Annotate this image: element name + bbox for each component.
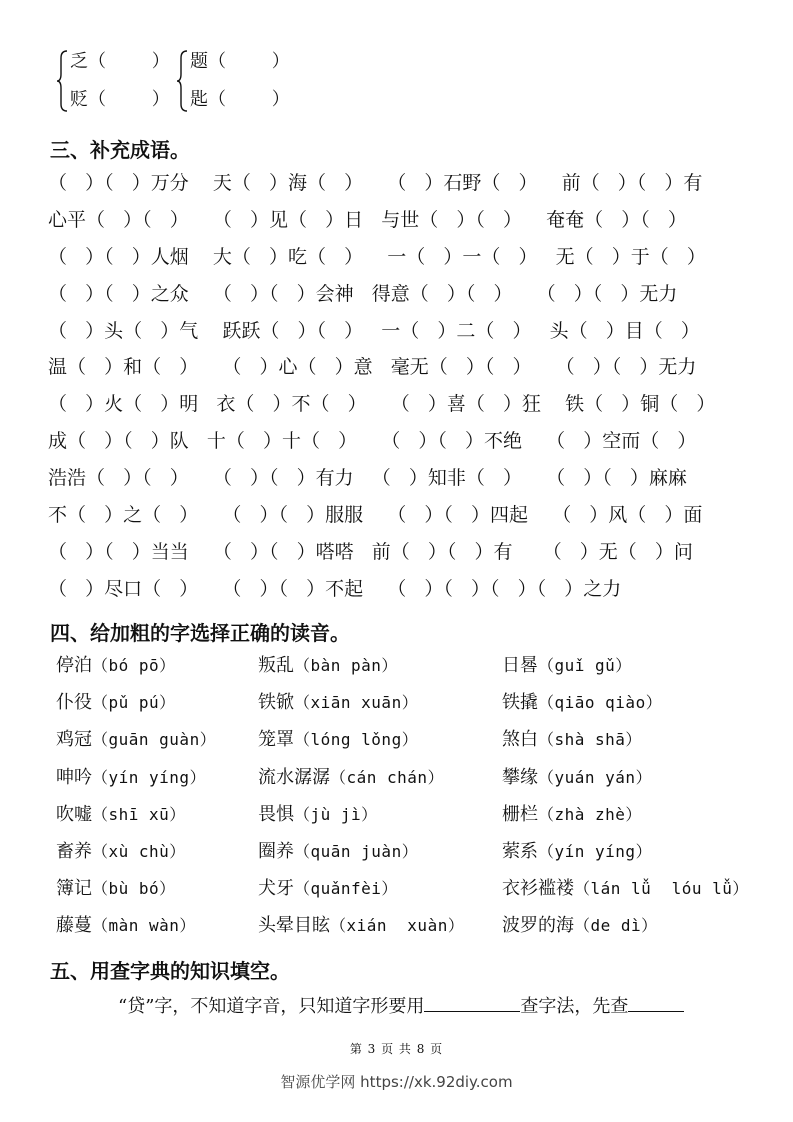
- pinyin-options: （xù chù）: [92, 841, 186, 861]
- bracket-group-2: [176, 48, 306, 114]
- pinyin-options: （de dì）: [574, 916, 658, 936]
- pronunciation-item: [502, 727, 642, 753]
- page-number: 第 3 页 共 8 页: [349, 1042, 444, 1056]
- pinyin-options: （pǔ pú）: [92, 693, 176, 713]
- word: 畏惧: [258, 803, 294, 825]
- pronunciation-item: [502, 653, 632, 679]
- pinyin-options: （bàn pàn）: [294, 656, 398, 675]
- bracket-row: 乏（ ）: [70, 51, 170, 72]
- word: 畜养: [56, 840, 92, 862]
- word: 仆役: [56, 692, 92, 714]
- brace-icon: [56, 50, 68, 112]
- pinyin-options: （guān guàn）: [92, 730, 217, 750]
- word: 犬牙: [258, 878, 294, 900]
- pinyin-options: （yín yíng）: [538, 841, 653, 861]
- word: 叛乱: [258, 655, 294, 676]
- answer-blank[interactable]: [628, 993, 684, 1012]
- pronunciation-row: [56, 653, 776, 690]
- word: 吹嘘: [56, 803, 92, 825]
- pronunciation-item: [56, 653, 176, 679]
- pronunciation-item: [258, 839, 418, 865]
- word: 笼罩: [258, 729, 294, 751]
- idiom-line: 成（ ）（ ）队 十（ ）十（ ） （ ）（ ）不绝 （ ）空而（ ）: [48, 430, 697, 453]
- idiom-line: （ ）（ ）万分 天（ ）海（ ） （ ）石野（ ） 前（ ）（ ）有: [48, 172, 703, 194]
- pronunciation-item: [56, 876, 176, 902]
- pinyin-options: （xiān xuān）: [294, 693, 419, 713]
- pinyin-options: （guǐ gǔ）: [538, 656, 632, 675]
- pinyin-options: （jù jì）: [294, 804, 378, 824]
- pronunciation-item: [56, 765, 206, 791]
- pronunciation-item: [56, 727, 216, 753]
- word: 呻吟: [56, 766, 92, 788]
- pinyin-options: （màn wàn）: [92, 916, 196, 936]
- question-text: 查字法，先查: [520, 996, 629, 1017]
- idiom-line: （ ）尽口（ ） （ ）（ ）不起 （ ）（ ）（ ）（ ）之力: [48, 577, 622, 600]
- pronunciation-item: [258, 653, 398, 679]
- pronunciation-item: [502, 802, 642, 828]
- pinyin-options: （yín yíng）: [92, 767, 207, 787]
- word: 头晕目眩: [258, 915, 330, 937]
- pronunciation-item: [258, 876, 398, 902]
- idiom-line: （ ）（ ）之众 （ ）（ ）会神 得意（ ）（ ） （ ）（ ）无力: [48, 282, 678, 305]
- word: 波罗的海: [502, 915, 574, 937]
- pronunciation-item: [56, 913, 196, 939]
- pronunciation-item: [258, 690, 418, 716]
- pronunciation-row: [56, 690, 776, 727]
- pinyin-options: （bó pō）: [92, 656, 176, 675]
- pronunciation-row: [56, 765, 776, 802]
- pronunciation-row: [56, 839, 776, 876]
- word: 煞白: [502, 729, 538, 751]
- bracket-row: 贬（ ）: [70, 89, 170, 110]
- section-title-pronunciation: 四、给加粗的字选择正确的读音。: [50, 621, 350, 645]
- word: 攀缘: [502, 766, 538, 788]
- pronunciation-item: [56, 690, 176, 716]
- word: 鸡冠: [56, 729, 92, 751]
- idiom-line: 心平（ ）（ ） （ ）见（ ）日 与世（ ）（ ） 奄奄（ ）（ ）: [48, 208, 687, 231]
- section-title-idioms: 三、补充成语。: [50, 138, 190, 162]
- pronunciation-item: [502, 839, 652, 865]
- answer-blank[interactable]: [424, 993, 520, 1012]
- idiom-line: （ ）火（ ）明 衣（ ）不（ ） （ ）喜（ ）狂 铁（ ）铜（ ）: [48, 393, 716, 416]
- word: 铁撬: [502, 692, 538, 714]
- word: 日晷: [502, 655, 538, 676]
- pinyin-options: （cán chán）: [330, 767, 445, 787]
- bracket-row: 匙（ ）: [190, 89, 290, 110]
- word: 栅栏: [502, 803, 538, 825]
- word: 流水潺潺: [258, 766, 330, 788]
- watermark: 智源优学网 https://xk.92diy.com: [280, 1073, 513, 1091]
- pronunciation-grid: [56, 653, 776, 951]
- pinyin-options: （lán lǚ lóu lǚ）: [574, 879, 749, 899]
- pronunciation-item: [502, 690, 662, 716]
- idiom-line: （ ）（ ）人烟 大（ ）吃（ ） 一（ ）一（ ） 无（ ）于（ ）: [48, 245, 706, 268]
- question-text: “贷”字，不知道字音，只知道字形要用: [118, 996, 425, 1017]
- word: 衣衫褴褛: [502, 878, 574, 900]
- bracket-row: 题（ ）: [190, 51, 290, 72]
- dictionary-question: [118, 993, 684, 1020]
- pronunciation-item: [258, 802, 378, 828]
- pronunciation-row: [56, 802, 776, 839]
- pronunciation-item: [502, 913, 658, 939]
- section-title-dictionary: 五、用查字典的知识填空。: [50, 959, 290, 983]
- pinyin-options: （bù bó）: [92, 879, 176, 899]
- idiom-line: （ ）（ ）当当 （ ）（ ）嗒嗒 前（ ）（ ）有 （ ）无（ ）问: [48, 540, 693, 563]
- idiom-line: 浩浩（ ）（ ） （ ）（ ）有力 （ ）知非（ ） （ ）（ ）麻麻: [48, 467, 687, 490]
- idiom-line: 不（ ）之（ ） （ ）（ ）服服 （ ）（ ）四起 （ ）风（ ）面: [48, 504, 703, 527]
- pinyin-options: （shī xū）: [92, 804, 186, 824]
- word: 铁锨: [258, 692, 294, 714]
- pinyin-options: （qiāo qiào）: [538, 693, 663, 713]
- word: 萦系: [502, 840, 538, 862]
- pronunciation-item: [56, 802, 186, 828]
- pronunciation-item: [258, 727, 418, 753]
- pinyin-options: （lóng lǒng）: [294, 730, 419, 750]
- brace-icon: [176, 50, 188, 112]
- idiom-line: 温（ ）和（ ） （ ）心（ ）意 毫无（ ）（ ） （ ）（ ）无力: [48, 356, 697, 379]
- pronunciation-item: [502, 765, 652, 791]
- pinyin-options: （zhà zhè）: [538, 804, 642, 824]
- pronunciation-item: [502, 876, 749, 902]
- pronunciation-item: [56, 839, 186, 865]
- pinyin-options: （yuán yán）: [538, 767, 653, 787]
- pronunciation-row: [56, 727, 776, 764]
- pronunciation-item: [258, 765, 444, 791]
- pinyin-options: （quān juàn）: [294, 841, 419, 861]
- word: 停泊: [56, 655, 92, 676]
- idiom-line: （ ）头（ ）气 跃跃（ ）（ ） 一（ ）二（ ） 头（ ）目（ ）: [48, 319, 700, 342]
- word: 簿记: [56, 878, 92, 900]
- pronunciation-item: [258, 913, 464, 939]
- word: 藤蔓: [56, 915, 92, 937]
- bracket-group-1: [56, 48, 176, 114]
- pronunciation-row: [56, 913, 776, 950]
- pinyin-options: （quǎnfèi）: [294, 879, 398, 899]
- pinyin-options: （xián xuàn）: [330, 916, 465, 936]
- word: 圈养: [258, 840, 294, 862]
- idiom-list: [48, 171, 758, 614]
- pinyin-options: （shà shā）: [538, 730, 642, 750]
- pronunciation-row: [56, 876, 776, 913]
